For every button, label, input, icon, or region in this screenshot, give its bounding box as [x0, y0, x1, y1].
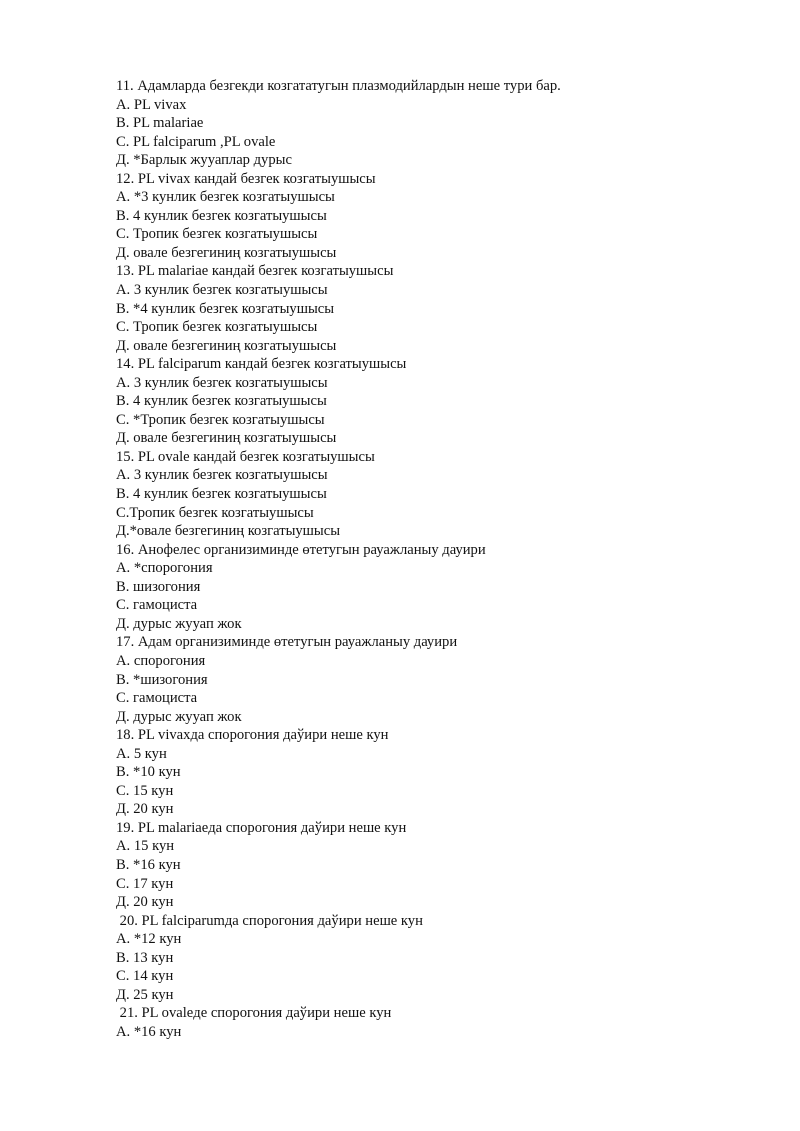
text-line: А. 5 кун: [116, 745, 167, 762]
text-line: Д. 20 кун: [116, 894, 174, 911]
text-line: А. *3 кунлик безгек козгатыушысы: [116, 189, 335, 206]
text-line: C. Тропик безгек козгатыушысы: [116, 319, 318, 336]
text-line: B. *10 кун: [116, 764, 181, 781]
text-line: B. *шизогония: [116, 671, 208, 688]
text-line: Д. 25 кун: [116, 986, 174, 1003]
text-line: Д. овале безгегиниң козгатыушысы: [116, 337, 337, 354]
text-line: Д. дурыс жууап жок: [116, 615, 242, 632]
text-line: C.Тропик безгек козгатыушысы: [116, 504, 314, 521]
text-line: 18. PL vivaxда спорогония даўири неше кун: [116, 727, 389, 744]
text-line: C. гамоциста: [116, 690, 198, 707]
text-line: Д. дурыс жууап жок: [116, 708, 242, 725]
text-line: 11. Адамларда безгекди козгататугын плазмодийлардын неше тури бар.: [116, 78, 561, 94]
text-line: B. 4 кунлик безгек козгатыушысы: [116, 393, 327, 410]
text-line: C. 15 кун: [116, 782, 174, 799]
text-line: А. 3 кунлик безгек козгатыушысы: [116, 282, 328, 299]
text-line: Д. овале безгегиниң козгатыушысы: [116, 244, 337, 261]
text-line: 21. PL ovaleде спорогония даўири неше кун: [116, 1005, 392, 1022]
text-line: B. *16 кун: [116, 856, 181, 873]
text-line: C. PL falciparum ,PL ovale: [116, 133, 276, 150]
text-line: 15. PL ovale кандай безгек козгатыушысы: [116, 448, 375, 465]
text-line: 17. Адам организиминде өтетугын рауажланыу дауири: [116, 634, 458, 651]
text-line: А. *спорогония: [116, 560, 213, 577]
text-line: А. 3 кунлик безгек козгатыушысы: [116, 467, 328, 484]
question-list: [116, 77, 736, 1041]
text-line: B. *4 кунлик безгек козгатыушысы: [116, 300, 335, 317]
text-line: 20. PL falciparumда спорогония даўири неше кун: [116, 912, 423, 929]
text-line: Д.*овале безгегиниң козгатыушысы: [116, 523, 341, 540]
text-line: 14. PL falciparum кандай безгек козгатыушысы: [116, 356, 407, 373]
text-line: Д. овале безгегиниң козгатыушысы: [116, 430, 337, 447]
text-line: B. 4 кунлик безгек козгатыушысы: [116, 207, 327, 224]
text-line: А. *12 кун: [116, 931, 182, 948]
text-line: C. 14 кун: [116, 968, 174, 985]
text-line: C. Тропик безгек козгатыушысы: [116, 226, 318, 243]
text-line: Д. *Барлык жууаплар дурыс: [116, 152, 292, 169]
text-line: C. *Тропик безгек козгатыушысы: [116, 411, 325, 428]
text-line: А. 15 кун: [116, 838, 175, 855]
text-line: B. 13 кун: [116, 949, 174, 966]
text-line: Д. 20 кун: [116, 801, 174, 818]
text-line: B. шизогония: [116, 578, 201, 595]
text-line: 13. PL malariae кандай безгек козгатыушысы: [116, 263, 394, 280]
text-line: А. спорогония: [116, 652, 206, 669]
text-line: А. *16 кун: [116, 1023, 182, 1040]
text-line: 16. Анофелес организиминде өтетугын рауажланыу дауири: [116, 541, 486, 558]
text-line: 19. PL malariaeда спорогония даўири неше кун: [116, 819, 407, 836]
text-line: C. 17 кун: [116, 875, 174, 892]
text-line: А. 3 кунлик безгек козгатыушысы: [116, 374, 328, 391]
text-line: C. гамоциста: [116, 597, 198, 614]
text-line: B. PL malariae: [116, 115, 204, 132]
text-line: B. 4 кунлик безгек козгатыушысы: [116, 486, 327, 503]
text-line: 12. PL vivax кандай безгек козгатыушысы: [116, 170, 376, 187]
text-line: А. PL vivax: [116, 96, 187, 113]
